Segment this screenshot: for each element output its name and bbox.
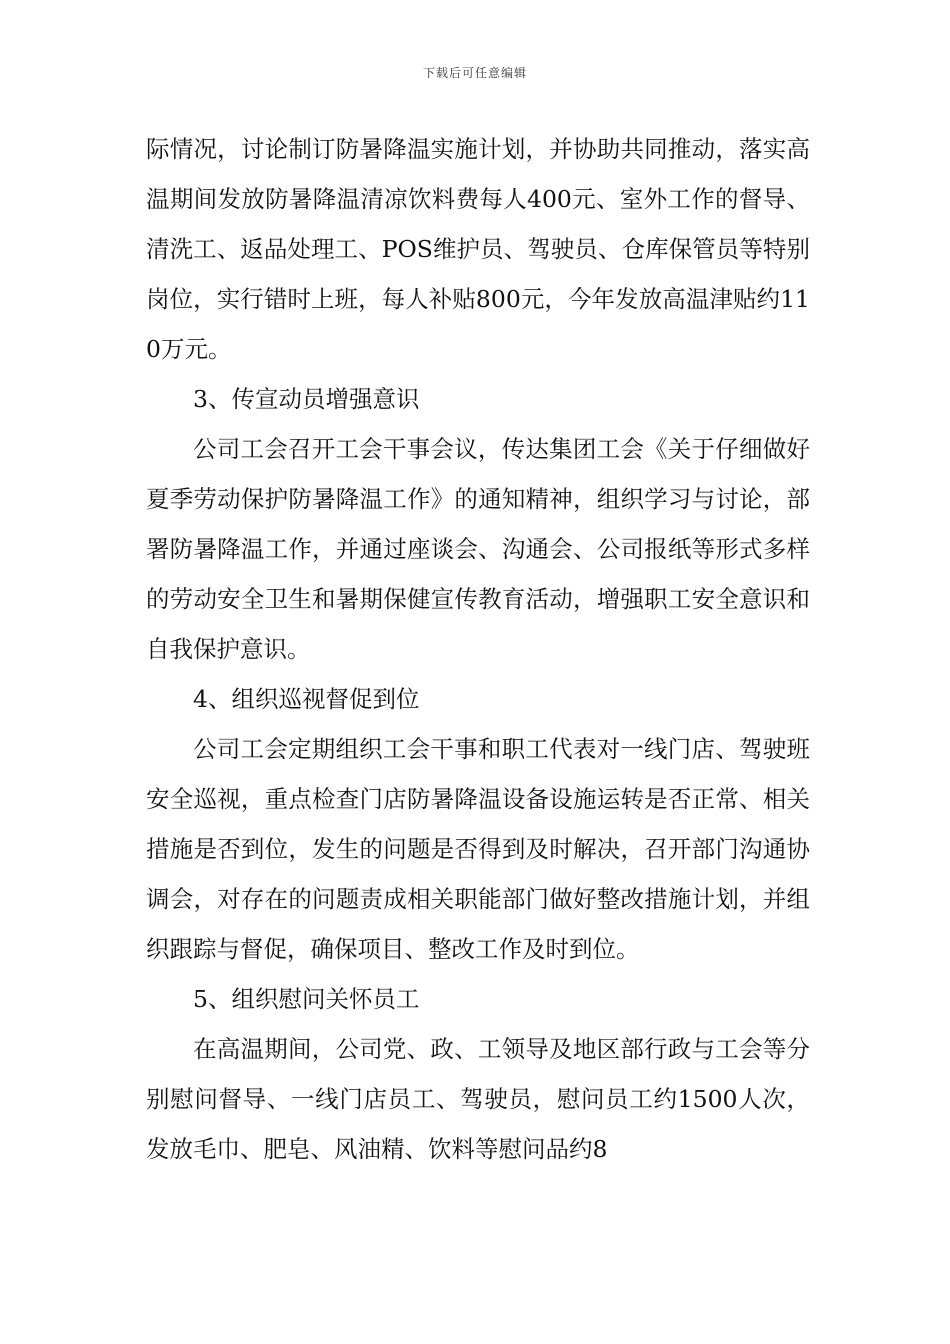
section-heading-3: 3、传宣动员增强意识 <box>193 385 420 413</box>
section-heading-5: 5、组织慰问关怀员工 <box>193 985 420 1013</box>
paragraph-publicity: 公司工会召开工会干事会议，传达集团工会《关于仔细做好夏季劳动保护防暑降温工作》的通知精神，组织学习与讨论，部署防暑降温工作，并通过座谈会、沟通会、公司报纸等形式多样的劳动安全卫生和暑期保健宣传教育活动，增强职工安全意识和自我保护意识。 <box>146 435 810 663</box>
document-body <box>146 124 810 1174</box>
page-header: 下载后可任意编辑 <box>422 66 527 80</box>
paragraph-condolence: 在高温期间，公司党、政、工领导及地区部行政与工会等分别慰问督导、一线门店员工、驾驶员，慰问员工约1500人次，发放毛巾、肥皂、风油精、饮料等慰问品约8 <box>146 1035 810 1163</box>
paragraph-inspection: 公司工会定期组织工会干事和职工代表对一线门店、驾驶班安全巡视，重点检查门店防暑降温设备设施运转是否正常、相关措施是否到位，发生的问题是否得到及时解决，召开部门沟通协调会，对存在的问题责成相关职能部门做好整改措施计划，并组织跟踪与督促，确保项目、整改工作及时到位。 <box>146 735 810 963</box>
section-heading-4: 4、组织巡视督促到位 <box>193 685 420 713</box>
paragraph-continuation: 际情况，讨论制订防暑降温实施计划，并协助共同推动，落实高温期间发放防暑降温清凉饮料费每人400元、室外工作的督导、清洗工、返品处理工、POS维护员、驾驶员、仓库保管员等特别岗位，实行错时上班，每人补贴800元，今年发放高温津贴约110万元。 <box>146 135 810 363</box>
